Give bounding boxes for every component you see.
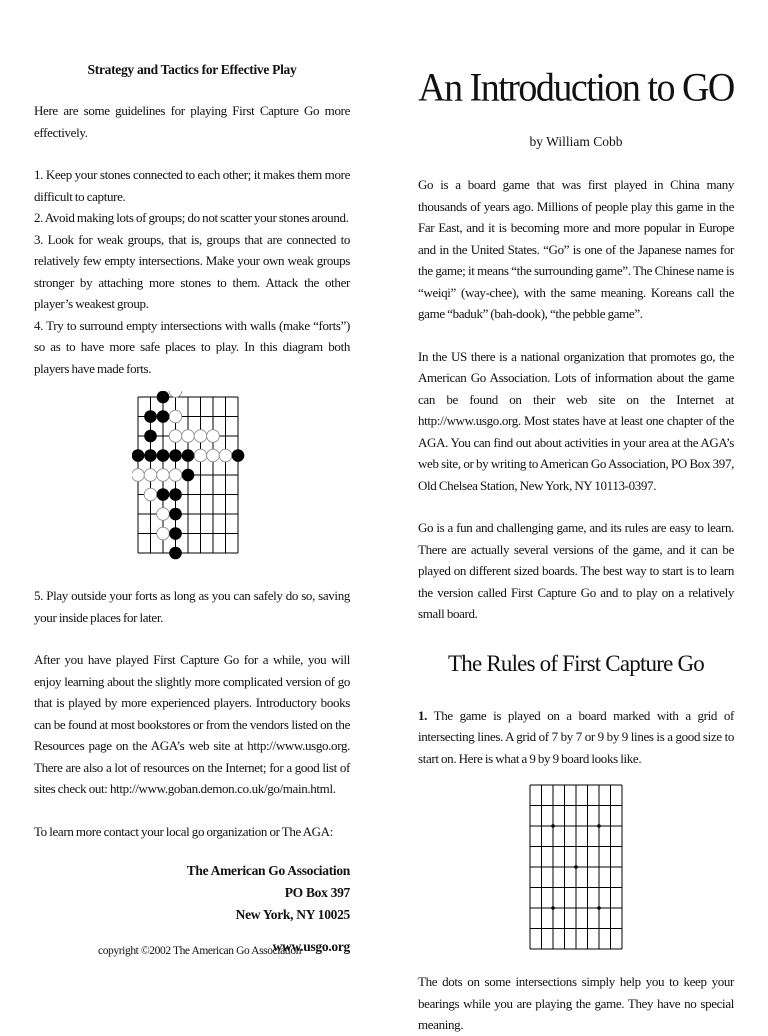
- black-stone: [144, 430, 157, 443]
- white-stone: [169, 469, 182, 482]
- black-stone: [169, 449, 182, 462]
- dots-note: The dots on some intersections simply help you to keep your bearings while you are playing the game. They have no special meaning.: [418, 974, 734, 1032]
- black-stone: [182, 449, 195, 462]
- white-stone: [157, 527, 170, 540]
- black-stone: [144, 410, 157, 423]
- right-column: [418, 60, 734, 1036]
- left-column: [34, 62, 350, 958]
- tip-1: 1. Keep your stones connected to each other; it makes them more difficult to capture.: [34, 167, 350, 204]
- rule-1: [418, 705, 734, 770]
- white-stone: [157, 469, 170, 482]
- rule-1-number: 1.: [418, 707, 428, 723]
- black-stone: [132, 449, 144, 462]
- rule-1-text: The game is played on a board marked with a grid of intersecting lines. A grid of 7 by 7 or 9 by 9 lines is a good size to start on. Here is what a 9 by 9 board looks like.: [418, 707, 734, 766]
- rules-heading: The Rules of First Capture Go: [448, 650, 704, 676]
- black-stone: [157, 410, 170, 423]
- address-block: [34, 860, 350, 958]
- star-point: [551, 824, 555, 828]
- white-stone: [194, 430, 207, 443]
- strategy-intro: Here are some guidelines for playing First Capture Go more effectively.: [34, 103, 350, 140]
- black-stone: [157, 488, 170, 501]
- star-point: [551, 906, 555, 910]
- copyright-line: copyright ©2002 The American Go Association: [98, 945, 302, 957]
- strategy-heading: Strategy and Tactics for Effective Play: [87, 62, 297, 77]
- black-stone: [157, 391, 170, 403]
- intro-paragraph-2: In the US there is a national organization that promotes go, the American Go Association. Lots of information about the game can be found on their web site on the Internet at http://www.usgo.org. Most states have at least one chapter of the AGA. You can find out about activities in your area at the AGA’s web site, or by writing to American Go Association, PO Box 397, Old Chelsea Station, New York, NY 10113-0397.: [418, 348, 734, 493]
- page-title: An Introduction to GO: [418, 65, 734, 111]
- white-stone: [144, 469, 157, 482]
- black-stone: [169, 508, 182, 521]
- tip-4: 4. Try to surround empty intersections with walls (make “forts”) so as to have more safe places to play. In this diagram both players have made forts.: [34, 317, 350, 376]
- white-stone: [207, 430, 220, 443]
- black-stone: [169, 527, 182, 540]
- white-stone: [169, 430, 182, 443]
- star-point: [574, 865, 578, 869]
- byline: by William Cobb: [529, 134, 623, 149]
- address-city: New York, NY 10025: [235, 907, 350, 922]
- white-stone: [194, 449, 207, 462]
- tip-5: 5. Play outside your forts as long as you can safely do so, saving your inside places for later.: [34, 588, 350, 625]
- forts-diagram: [132, 391, 252, 571]
- empty-9x9-board: [528, 783, 624, 955]
- white-stone: [157, 508, 170, 521]
- black-stone: [157, 449, 170, 462]
- star-point: [597, 906, 601, 910]
- white-stone: [144, 488, 157, 501]
- black-stone: [182, 469, 195, 482]
- white-stone: [169, 391, 182, 397]
- black-stone: [169, 547, 182, 560]
- intro-paragraph-3: Go is a fun and challenging game, and its rules are easy to learn. There are actually several versions of the game, and it can be played on different sized boards. The best way to start is to learn the version called First Capture Go and to play on a relatively small board.: [418, 520, 734, 621]
- after-paragraph: After you have played First Capture Go for a while, you will enjoy learning about the slightly more complicated version of go that is played by more experienced players. Introductory books can be found at most bookstores or from the vendors listed on the Resources page on the AGA’s web site at http://www.usgo.org. There are also a lot of resources on the Internet; for a good list of sites check out: http://www.goban.demon.co.uk/go/main.html.: [34, 652, 350, 796]
- address-pobox: PO Box 397: [284, 885, 350, 900]
- white-stone: [182, 430, 195, 443]
- black-stone: [144, 449, 157, 462]
- white-stone: [219, 449, 232, 462]
- tip-2: 2. Avoid making lots of groups; do not scatter your stones around.: [34, 210, 349, 225]
- intro-paragraph-1: Go is a board game that was first played in China many thousands of years ago. Millions of people play this game in the Far East, and it is becoming more and more popular in Europe and in the United States. “Go” is one of the Japanese names for the game; it means “the surrounding game”. The Chinese name is “weiqi” (way-chee), with the same meaning. Koreans call the game “baduk” (bah-dook), “the pebble game”.: [418, 177, 734, 321]
- white-stone: [207, 449, 220, 462]
- address-org: The American Go Association: [186, 863, 350, 878]
- star-point: [597, 824, 601, 828]
- white-stone: [132, 469, 144, 482]
- contact-line: To learn more contact your local go organization or The AGA:: [34, 823, 333, 839]
- address-web: www.usgo.org: [272, 939, 350, 954]
- black-stone: [169, 488, 182, 501]
- black-stone: [232, 449, 245, 462]
- tip-3: 3. Look for weak groups, that is, groups that are connected to relatively few empty intersections. Make your own weak groups stronger by attaching more stones to them. Attack the other player’s weakest group.: [34, 231, 350, 311]
- white-stone: [169, 410, 182, 423]
